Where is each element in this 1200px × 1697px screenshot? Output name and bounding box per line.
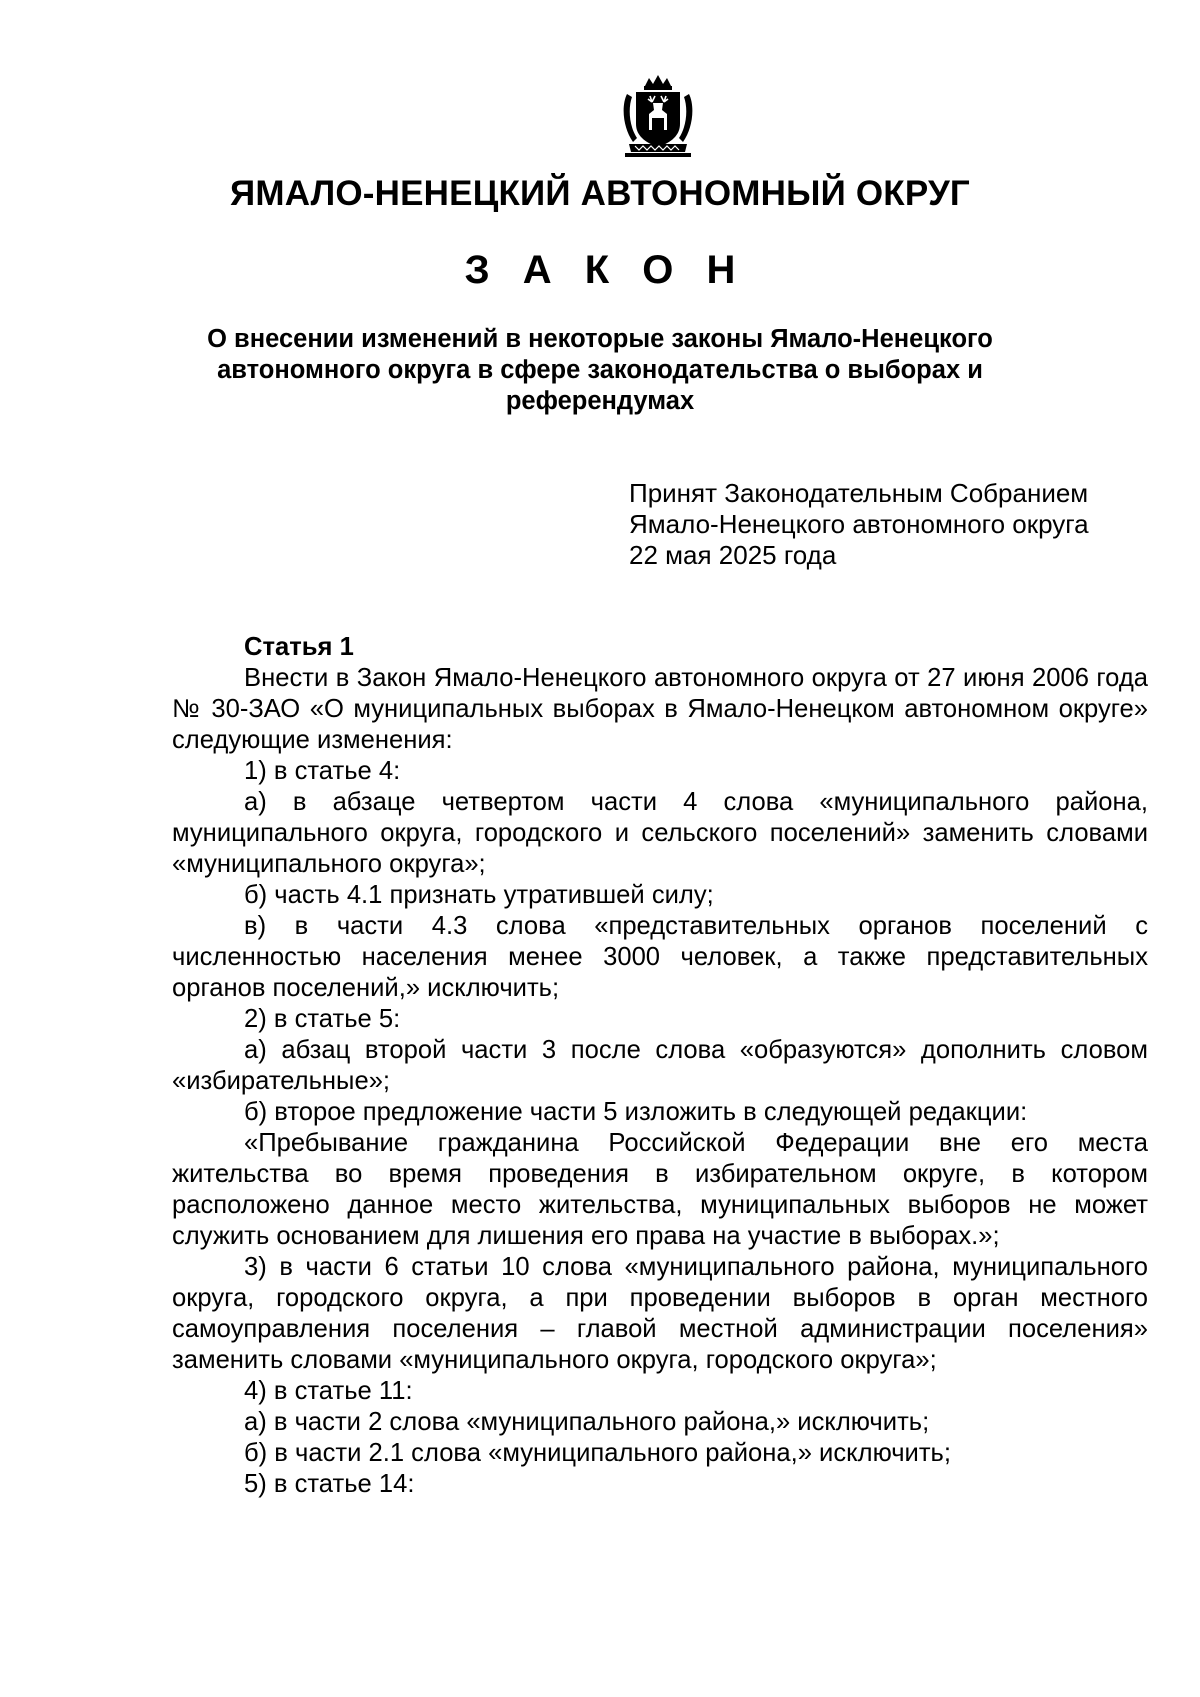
adoption-line-1: Принят Законодательным Собранием bbox=[629, 478, 1089, 508]
region-title: ЯМАЛО-НЕНЕЦКИЙ АВТОНОМНЫЙ ОКРУГ bbox=[230, 174, 970, 213]
coat-of-arms-emblem bbox=[619, 72, 697, 160]
article-paragraph: 1) в статье 4: bbox=[244, 757, 401, 785]
article-paragraph: а) в части 2 слова «муниципального района,» исключить; bbox=[244, 1408, 930, 1436]
article-paragraph: Внести в Закон Ямало-Ненецкого автономного округа от 27 июня 2006 года № 30-ЗАО «О муниципальных выборах в Ямало-Ненецком автономном округе» следующие изменения: bbox=[172, 664, 1148, 754]
article-paragraph: 4) в статье 11: bbox=[244, 1377, 413, 1405]
article-paragraph: 2) в статье 5: bbox=[244, 1005, 401, 1033]
adoption-line-2: Ямало-Ненецкого автономного округа bbox=[629, 509, 1089, 539]
article-paragraph: б) часть 4.1 признать утратившей силу; bbox=[244, 881, 714, 909]
article-paragraph: а) абзац второй части 3 после слова «образуются» дополнить словом «избирательные»; bbox=[172, 1036, 1148, 1095]
article-paragraph: 5) в статье 14: bbox=[244, 1470, 415, 1498]
article-paragraph: «Пребывание гражданина Российской Федерации вне его места жительства во время проведения в избирательном округе, в котором расположено данное место жительства, муниципальных выборов не может служить основанием для лишения его права на участие в выборах.»; bbox=[172, 1129, 1148, 1250]
article-heading: Статья 1 bbox=[244, 633, 354, 661]
article-paragraph: в) в части 4.3 слова «представительных органов поселений с численностью населения менее 3000 человек, а также представительных органов поселений,» исключить; bbox=[172, 912, 1148, 1002]
article-paragraph: а) в абзаце четвертом части 4 слова «муниципального района, муниципального округа, городского и сельского поселений» заменить словами «муниципального округа»; bbox=[172, 788, 1148, 878]
document-type-title: З А К О Н bbox=[464, 248, 747, 292]
article-body bbox=[172, 632, 1148, 1500]
adoption-date: 22 мая 2025 года bbox=[629, 540, 837, 570]
law-subject-title: О внесении изменений в некоторые законы Ямало-Ненецкого автономного округа в сфере законодательства о выборах и референдумах bbox=[207, 325, 993, 415]
article-paragraph: б) в части 2.1 слова «муниципального района,» исключить; bbox=[244, 1439, 952, 1467]
article-paragraph: 3) в части 6 статьи 10 слова «муниципального района, муниципального округа, городского округа, а при проведении выборов в орган местного самоуправления поселения – главой местной администрации поселения» заменить словами «муниципального округа, городского округа»; bbox=[172, 1253, 1148, 1374]
article-paragraph: б) второе предложение части 5 изложить в следующей редакции: bbox=[244, 1098, 1028, 1126]
adoption-block bbox=[629, 478, 1149, 571]
